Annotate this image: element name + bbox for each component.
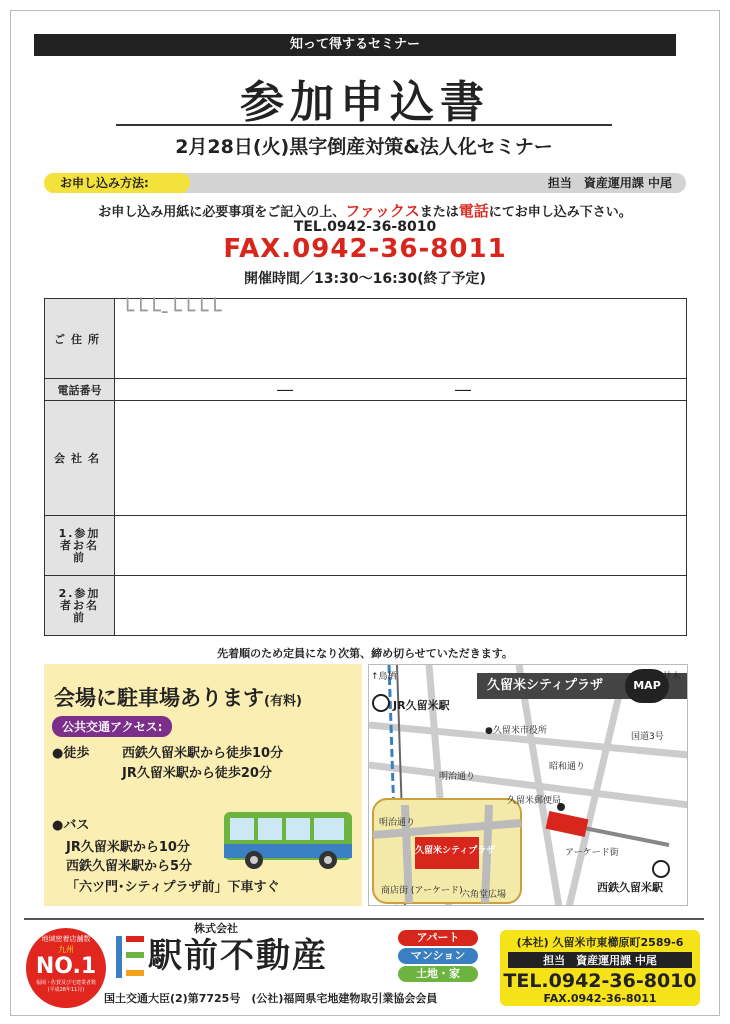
no1-region: 九州 (58, 945, 74, 954)
meiji-street-label: 明治通り (439, 772, 476, 782)
method-contact: 担当 資産運用課 中尾 (547, 176, 672, 190)
method-label: お申し込み方法: (44, 173, 190, 193)
walk-line: JR久留米駅から徒歩20分 (122, 766, 272, 781)
or-word: または (419, 205, 459, 220)
contact-box (500, 930, 700, 1006)
instruction-pre: お申し込み用紙に必要事項をご記入の上、 (98, 205, 346, 220)
company-logo-icon (116, 932, 146, 980)
bus-label: ●バス (52, 818, 90, 833)
seminar-banner: 知って得するセミナー (34, 34, 676, 56)
contact-person: 担当 資産運用課 中尾 (508, 952, 692, 968)
amagi-label: ↑甘木 (655, 672, 681, 682)
public-transport-pill: 公共交通アクセス: (52, 716, 172, 737)
page-title: 参加申込書 (240, 77, 490, 128)
venue-label: 久留米シティプラザ (415, 846, 496, 856)
footer-divider (24, 918, 704, 920)
instruction-post: にてお申し込み下さい。 (488, 205, 632, 220)
seminar-hours: 開催時間／13:30〜16:30(終了予定) (244, 271, 486, 287)
zip-placeholder: └└└-└└└└ (121, 299, 222, 324)
attendee2-field[interactable] (115, 576, 687, 636)
badge-apartment: アパート (398, 930, 478, 946)
contact-fax: FAX.0942-36-8011 (543, 992, 657, 1005)
bus-line: 西鉄久留米駅から5分 (66, 859, 193, 874)
venue-map (368, 664, 688, 906)
fax-number: FAX.0942-36-8011 (223, 234, 507, 264)
fax-word: ファックス (345, 202, 420, 220)
city-hall-label: ●久留米市役所 (485, 726, 547, 736)
rokkakudo-label: 六角堂広場 (461, 890, 507, 900)
no1-note: 福岡・佐賀及び宅建業者数(平成28年11月) (35, 980, 96, 993)
bus-line: JR久留米駅から10分 (66, 840, 190, 855)
walk-label: ●徒歩 (52, 746, 90, 761)
first-come-note: 先着順のため定員になり次第、締め切らせていただきます。 (217, 647, 513, 660)
property-badges (398, 930, 478, 984)
attendee1-field[interactable] (115, 516, 687, 576)
company-label: 会社名 (45, 401, 115, 516)
phone-label: 電話番号 (45, 379, 115, 401)
no1-text: NO.1 (35, 954, 97, 979)
map-badge: MAP (625, 669, 669, 703)
badge-mansion: マンション (398, 948, 478, 964)
instruction-text (0, 200, 730, 221)
jr-station-label: JR久留米駅 (393, 699, 450, 712)
parking-heading-text: 会場に駐車場あります (54, 686, 264, 710)
company-field[interactable] (115, 401, 687, 516)
contact-tel: TEL.0942-36-8010 (503, 970, 697, 992)
phone-word: 電話 (458, 202, 489, 220)
access-panel (44, 664, 362, 906)
parking-note: (有料) (264, 694, 302, 709)
attendee2-label: 2.参加者お名前 (45, 576, 115, 636)
phone-separator: ― (277, 380, 293, 399)
company-type: 株式会社 (194, 922, 238, 935)
showa-street-label: 昭和通り (549, 762, 586, 772)
bus-line: 「六ツ門･シティプラザ前」下車すぐ (66, 880, 280, 895)
registration-text: 国土交通大臣(2)第7725号 (公社)福岡県宅地建物取引業協会会員 (104, 992, 438, 1005)
parking-heading (54, 682, 302, 712)
no1-badge (26, 928, 106, 1008)
company-name: 駅前不動産 (148, 936, 328, 976)
application-method-bar (44, 173, 686, 193)
post-office-label: 久留米郵便局 (507, 796, 562, 806)
nishitetsu-station-label: 西鉄久留米駅 (597, 881, 663, 894)
company-block (148, 920, 328, 976)
no1-top: 地域密着店舗数 (41, 935, 91, 943)
shotengai-label: 商店街 (アーケード) (381, 886, 463, 896)
tel-number: TEL.0942-36-8010 (293, 219, 437, 235)
address-label: ご住所 (45, 299, 115, 379)
tosu-label: ↑鳥栖 (371, 672, 397, 682)
bus-illustration (222, 806, 354, 872)
application-form (44, 298, 687, 636)
phone-field[interactable] (115, 379, 687, 401)
route3-label: 国道3号 (631, 732, 664, 742)
phone-separator: ― (455, 380, 471, 399)
map-title: 久留米シティプラザ (477, 673, 688, 699)
inset-meiji-label: 明治通り (379, 818, 416, 828)
hq-address: (本社) 久留米市東櫛原町2589-6 (516, 936, 684, 949)
attendee1-label: 1.参加者お名前 (45, 516, 115, 576)
address-field[interactable] (115, 299, 687, 379)
seminar-subtitle: 2月28日(火)黒字倒産対策&法人化セミナー (116, 124, 612, 159)
badge-land: 土地・家 (398, 966, 478, 982)
walk-line: 西鉄久留米駅から徒歩10分 (122, 746, 284, 761)
arcade-street-label: アーケード街 (565, 848, 619, 858)
